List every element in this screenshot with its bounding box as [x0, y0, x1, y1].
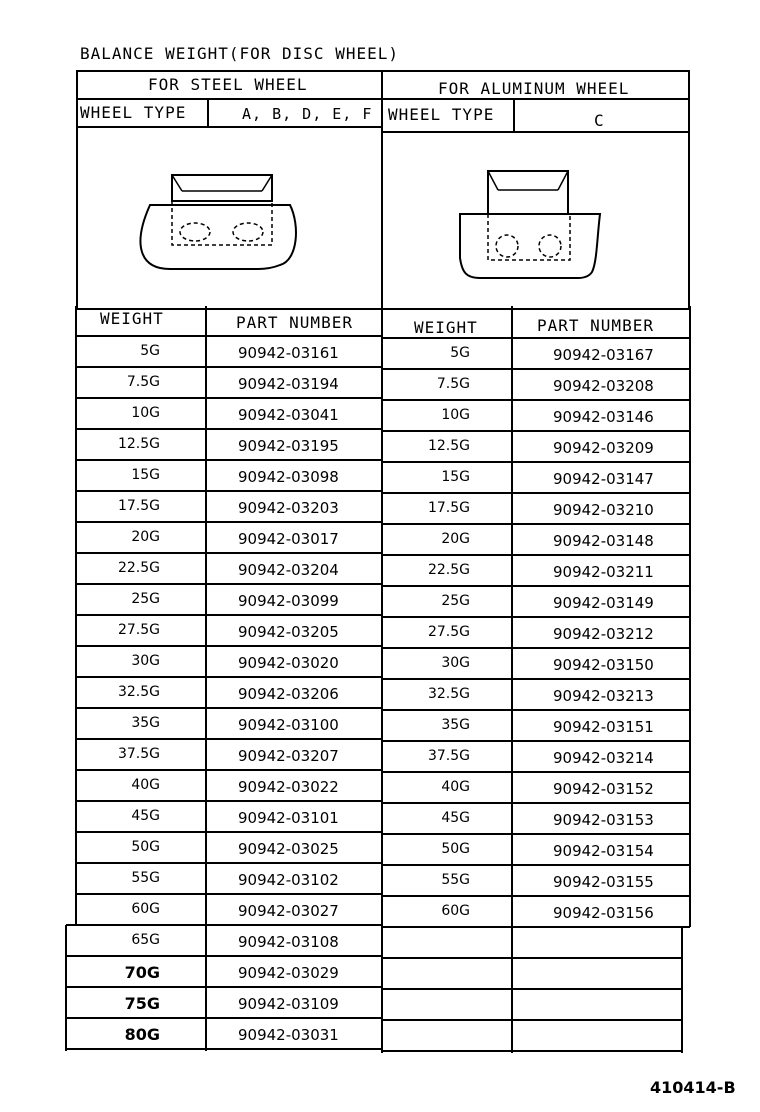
aluminum-part-number-cell: 90942-03154	[553, 842, 654, 860]
steel-part-number-cell: 90942-03022	[238, 778, 339, 796]
steel-part-number-cell: 90942-03101	[238, 809, 339, 827]
steel-part-number-cell: 90942-03204	[238, 561, 339, 579]
steel-part-number-cell: 90942-03108	[238, 933, 339, 951]
aluminum-part-number-cell: 90942-03214	[553, 749, 654, 767]
steel-weight-cell: 32.5G	[117, 684, 160, 700]
steel-part-number-cell: 90942-03020	[238, 654, 339, 672]
steel-part-number-cell: 90942-03109	[238, 995, 339, 1013]
aluminum-weight-cell: 25G	[441, 593, 470, 609]
steel-type-divider	[207, 98, 209, 126]
aluminum-weight-cell: 17.5G	[427, 500, 470, 516]
aluminum-part-number-cell: 90942-03211	[553, 563, 654, 581]
aluminum-weight-cell: 15G	[441, 469, 470, 485]
steel-weight-cell: 50G	[131, 839, 160, 855]
steel-weight-cell: 27.5G	[117, 622, 160, 638]
aluminum-weight-cell: 32.5G	[427, 686, 470, 702]
aluminum-weight-cell: 55G	[441, 872, 470, 888]
aluminum-part-number-cell: 90942-03150	[553, 656, 654, 674]
steel-weight-cell: 20G	[131, 529, 160, 545]
aluminum-weight-cell: 45G	[441, 810, 470, 826]
aluminum-part-number-cell: 90942-03153	[553, 811, 654, 829]
steel-part-number-cell: 90942-03017	[238, 530, 339, 548]
steel-weight-cell: 45G	[131, 808, 160, 824]
steel-weight-cell: 35G	[131, 715, 160, 731]
drawing-number: 410414-B	[650, 1078, 736, 1097]
aluminum-part-number-cell: 90942-03149	[553, 594, 654, 612]
steel-weight-cell: 65G	[131, 932, 160, 948]
aluminum-weight-column-header: WEIGHT	[414, 318, 478, 337]
aluminum-weight-cell: 37.5G	[427, 748, 470, 764]
steel-table-grid	[60, 300, 390, 1060]
steel-wheel-type-label: WHEEL TYPE	[80, 103, 187, 122]
aluminum-weight-cell: 35G	[441, 717, 470, 733]
steel-part-number-column-header: PART NUMBER	[236, 313, 353, 332]
steel-wheel-header: FOR STEEL WHEEL	[148, 75, 308, 94]
steel-part-number-cell: 90942-03099	[238, 592, 339, 610]
aluminum-weight-cell: 50G	[441, 841, 470, 857]
steel-weight-cell: 12.5G	[117, 436, 160, 452]
steel-part-number-cell: 90942-03025	[238, 840, 339, 858]
aluminum-part-number-cell: 90942-03210	[553, 501, 654, 519]
steel-part-number-cell: 90942-03100	[238, 716, 339, 734]
aluminum-wheel-type-label: WHEEL TYPE	[388, 105, 495, 124]
steel-weight-cell: 17.5G	[117, 498, 160, 514]
steel-part-number-cell: 90942-03194	[238, 375, 339, 393]
steel-part-number-cell: 90942-03206	[238, 685, 339, 703]
aluminum-part-number-cell: 90942-03212	[553, 625, 654, 643]
aluminum-part-number-cell: 90942-03148	[553, 532, 654, 550]
steel-weight-cell: 30G	[131, 653, 160, 669]
steel-part-number-cell: 90942-03195	[238, 437, 339, 455]
aluminum-wheel-header: FOR ALUMINUM WHEEL	[438, 79, 630, 98]
aluminum-weight-cell: 10G	[441, 407, 470, 423]
steel-part-number-cell: 90942-03031	[238, 1026, 339, 1044]
steel-weight-cell: 10G	[131, 405, 160, 421]
header-center-divider	[381, 70, 383, 310]
aluminum-type-divider	[513, 100, 515, 131]
steel-part-number-cell: 90942-03029	[238, 964, 339, 982]
steel-weight-cell: 55G	[131, 870, 160, 886]
aluminum-part-number-cell: 90942-03209	[553, 439, 654, 457]
aluminum-part-number-cell: 90942-03156	[553, 904, 654, 922]
steel-weight-cell: 60G	[131, 901, 160, 917]
aluminum-weight-cell: 20G	[441, 531, 470, 547]
steel-weight-cell: 75G	[124, 994, 160, 1013]
steel-weight-cell: 80G	[124, 1025, 160, 1044]
aluminum-part-number-cell: 90942-03146	[553, 408, 654, 426]
steel-part-number-cell: 90942-03205	[238, 623, 339, 641]
aluminum-weight-illustration-icon	[452, 168, 612, 288]
aluminum-weight-cell: 27.5G	[427, 624, 470, 640]
aluminum-part-number-cell: 90942-03155	[553, 873, 654, 891]
steel-part-number-cell: 90942-03098	[238, 468, 339, 486]
steel-wheel-type-value: A, B, D, E, F	[242, 105, 373, 123]
steel-part-number-cell: 90942-03207	[238, 747, 339, 765]
steel-part-number-cell: 90942-03041	[238, 406, 339, 424]
aluminum-weight-cell: 60G	[441, 903, 470, 919]
document-title: BALANCE WEIGHT(FOR DISC WHEEL)	[80, 44, 399, 63]
aluminum-weight-cell: 5G	[450, 345, 470, 361]
header-rule-1	[76, 98, 690, 100]
aluminum-weight-cell: 7.5G	[436, 376, 470, 392]
aluminum-part-number-cell: 90942-03167	[553, 346, 654, 364]
header-rule-2	[76, 126, 382, 128]
steel-part-number-cell: 90942-03102	[238, 871, 339, 889]
steel-part-number-cell: 90942-03161	[238, 344, 339, 362]
steel-weight-cell: 40G	[131, 777, 160, 793]
aluminum-part-number-cell: 90942-03151	[553, 718, 654, 736]
steel-weight-cell: 70G	[124, 963, 160, 982]
steel-weight-cell: 15G	[131, 467, 160, 483]
aluminum-wheel-type-value: C	[594, 111, 605, 130]
steel-weight-cell: 37.5G	[117, 746, 160, 762]
aluminum-weight-cell: 40G	[441, 779, 470, 795]
aluminum-weight-cell: 12.5G	[427, 438, 470, 454]
aluminum-part-number-column-header: PART NUMBER	[537, 316, 654, 335]
steel-part-number-cell: 90942-03203	[238, 499, 339, 517]
aluminum-part-number-cell: 90942-03213	[553, 687, 654, 705]
aluminum-weight-cell: 30G	[441, 655, 470, 671]
steel-weight-cell: 5G	[140, 343, 160, 359]
header-rule-3	[382, 131, 690, 133]
aluminum-part-number-cell: 90942-03147	[553, 470, 654, 488]
aluminum-weight-cell: 22.5G	[427, 562, 470, 578]
aluminum-part-number-cell: 90942-03152	[553, 780, 654, 798]
steel-weight-cell: 25G	[131, 591, 160, 607]
steel-weight-cell: 7.5G	[126, 374, 160, 390]
steel-weight-column-header: WEIGHT	[100, 309, 164, 328]
steel-weight-cell: 22.5G	[117, 560, 160, 576]
aluminum-part-number-cell: 90942-03208	[553, 377, 654, 395]
steel-part-number-cell: 90942-03027	[238, 902, 339, 920]
steel-weight-illustration-icon	[130, 165, 330, 285]
